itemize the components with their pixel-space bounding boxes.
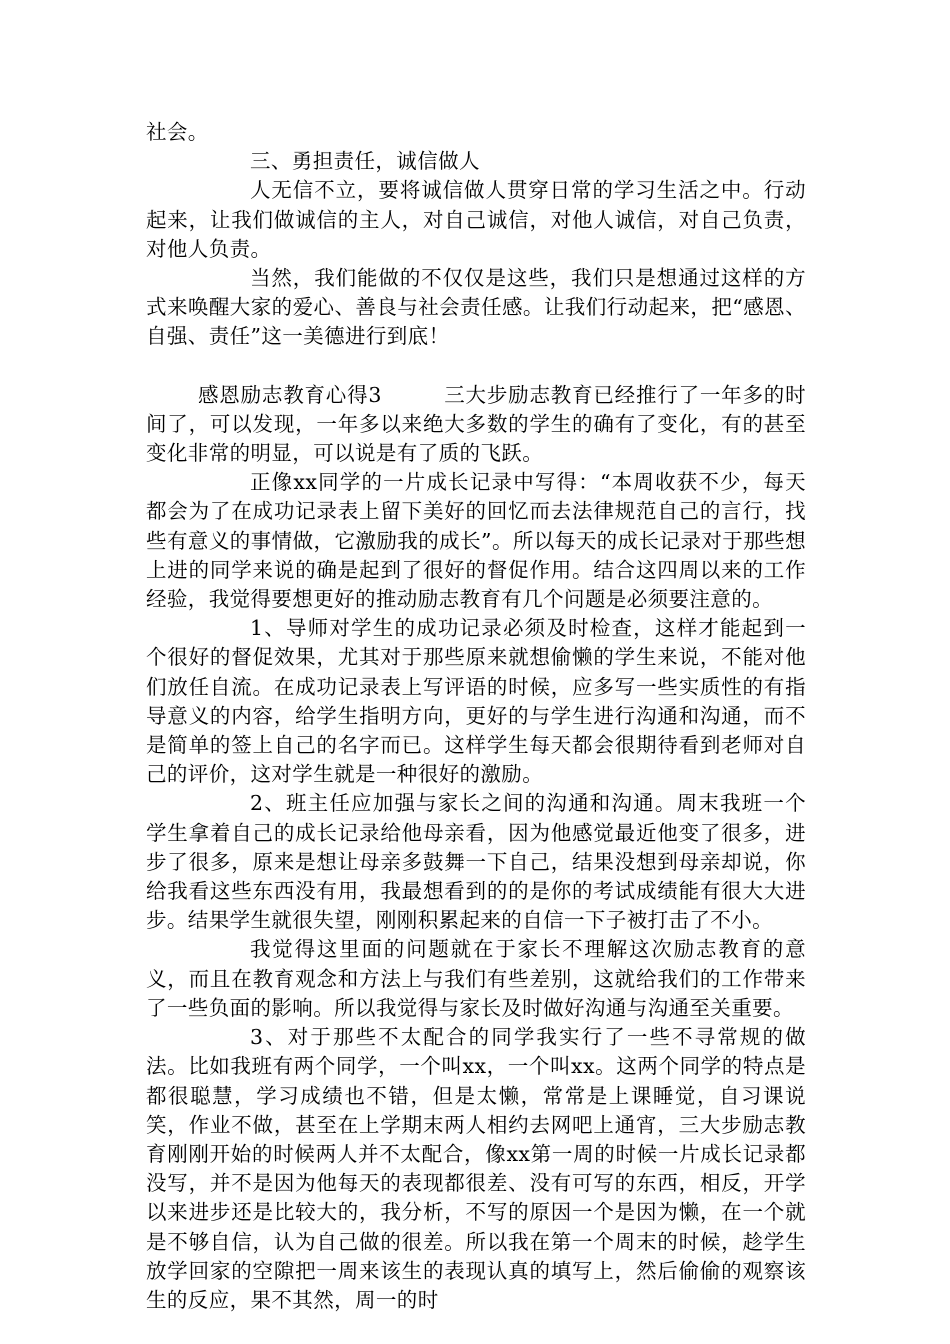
paragraph-integrity: 人无信不立，要将诚信做人贯穿日常的学习生活之中。行动起来，让我们做诚信的主人，对自己诚信，对他人诚信，对自己负责，对他人负责。 xyxy=(146,178,806,261)
paragraph-conclusion: 当然，我们能做的不仅仅是这些，我们只是想通过这样的方式来唤醒大家的爱心、善良与社会责任感。让我们行动起来，把“感恩、自强、责任”这一美德进行到底！ xyxy=(146,266,806,349)
section-heading-responsibility: 三、勇担责任，诚信做人 xyxy=(250,149,480,174)
paragraph-point-3: 3、对于那些不太配合的同学我实行了一些不寻常规的做法。比如我班有两个同学，一个叫xx，一个叫xx。这两个同学的特点是都很聪慧，学习成绩也不错，但是太懒，常常是上课睡觉，自习课说笑，作业不做，甚至在上学期末两人相约去网吧上通宵，三大步励志教育刚刚开始的时候两人并不太配合，像xx第一周的时候一片成长记录都没写，并不是因为他每天的表现都很差、没有可写的东西，相反，开学以来进步还是比较大的，我分析，不写的原因一个是因为懒，在一个就是不够自信，认为自己做的很差。所以我在第一个周末的时候，趁学生放学回家的空隙把一周来该生的表现认真的填写上，然后偷偷的观察该生的反应，果不其然，周一的时 xyxy=(146,1025,806,1312)
paragraph-gap xyxy=(146,352,806,381)
section-3-paragraph xyxy=(146,381,806,469)
paragraph-continuation: 社会。 xyxy=(146,120,209,144)
section-3-title: 感恩励志教育心得3 xyxy=(198,382,382,407)
paragraph-point-1: 1、导师对学生的成功记录必须及时检查，这样才能起到一个很好的督促效果，尤其对于那些原来就想偷懒的学生来说，不能对他们放任自流。在成功记录表上写评语的时候，应多写一些实质性的有指导意义的内容，给学生指明方向，更好的与学生进行沟通和沟通，而不是简单的签上自己的名字而已。这样学生每天都会很期待看到老师对自己的评价，这对学生就是一种很好的激励。 xyxy=(146,616,806,787)
paragraph-growth-record: 正像xx同学的一片成长记录中写得：“本周收获不少，每天都会为了在成功记录表上留下美好的回忆而去法律规范自己的言行，找些有意义的事情做，它激励我的成长”。所以每天的成长记录对于那些想上进的同学来说的确是起到了很好的督促作用。结合这四周以来的工作经验，我觉得要想更好的推动励志教育有几个问题是必须要注意的。 xyxy=(146,470,806,612)
document-body xyxy=(146,118,806,1315)
section-3-lead: 三大步励志教育已经推行了一年多的时间了，可以发现，一年多以来绝大多数的学生的确有了变化，有的甚至变化非常的明显，可以说是有了质的飞跃。 xyxy=(146,382,806,466)
paragraph-parents: 我觉得这里面的问题就在于家长不理解这次励志教育的意义，而且在教育观念和方法上与我们有些差别，这就给我们的工作带来了一些负面的影响。所以我觉得与家长及时做好沟通与沟通至关重要。 xyxy=(146,937,806,1020)
paragraph-point-2: 2、班主任应加强与家长之间的沟通和沟通。周末我班一个学生拿着自己的成长记录给他母亲看，因为他感觉最近他变了很多，进步了很多，原来是想让母亲多鼓舞一下自己，结果没想到母亲却说，你给我看这些东西没有用，我最想看到的的是你的考试成绩能有很大大进步。结果学生就很失望，刚刚积累起来的自信一下子被打击了不小。 xyxy=(146,791,806,933)
